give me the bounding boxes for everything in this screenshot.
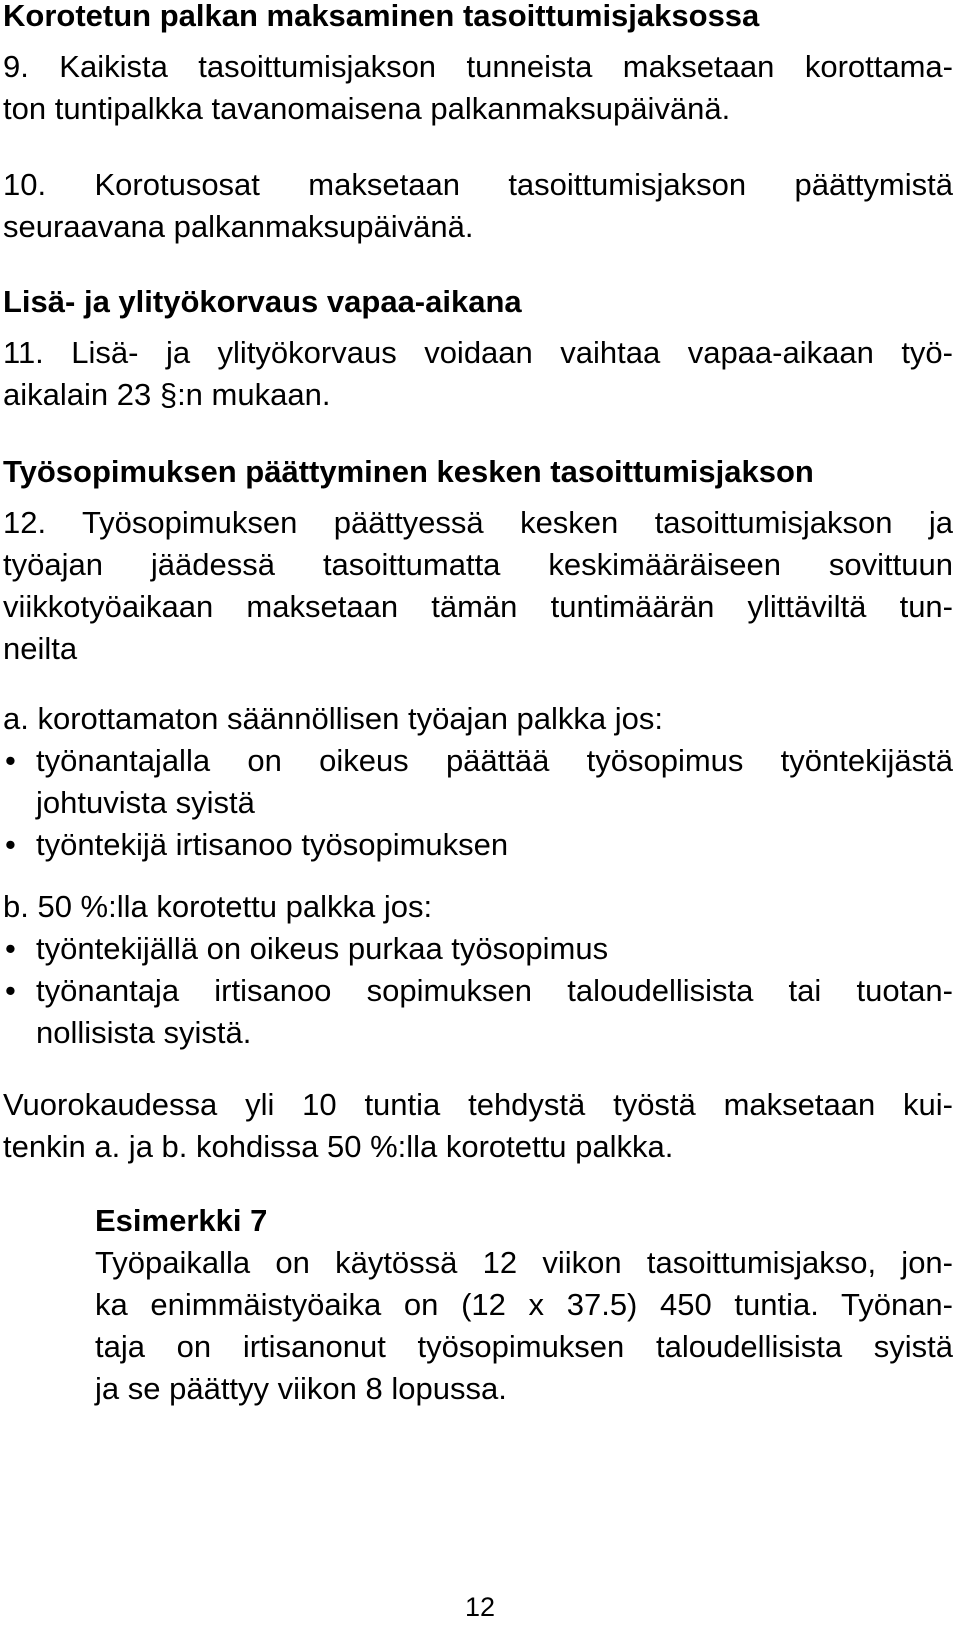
example-line: ja se päättyy viikon 8 lopussa.: [95, 1371, 507, 1406]
example-line: Työpaikalla on käytössä 12 viikon tasoittumisjakso, jon-: [95, 1245, 953, 1280]
bullet-icon: •: [5, 973, 16, 1008]
list-item-line: työntekijällä on oikeus purkaa työsopimus: [36, 931, 609, 966]
bullet-icon: •: [5, 827, 16, 862]
list-b-intro-text: b. 50 %:lla korotettu palkka jos:: [3, 889, 433, 924]
example-body: [95, 1242, 953, 1410]
list-a-intro: [3, 698, 953, 740]
page-number: 12: [464, 1592, 496, 1622]
paragraph-12-line: työajan jäädessä tasoittumatta keskimääräiseen sovittuun: [3, 547, 953, 582]
list-b-item-1: [3, 928, 953, 970]
paragraph-9-line: ton tuntipalkka tavanomaisena palkanmaksupäivänä.: [3, 91, 731, 126]
list-a-item-1: [3, 740, 953, 824]
bullet-icon: •: [5, 931, 16, 966]
list-a-intro-text: a. korottamaton säännöllisen työajan palkka jos:: [3, 701, 664, 736]
heading-lisa-ja-ylityokorvaus: Lisä- ja ylityökorvaus vapaa-aikana: [3, 284, 522, 319]
paragraph-11-line: aikalain 23 §:n mukaan.: [3, 377, 331, 412]
closing-paragraph-line: tenkin a. ja b. kohdissa 50 %:lla korotettu palkka.: [3, 1129, 674, 1164]
paragraph-9-line: 9. Kaikista tasoittumisjakson tunneista maksetaan korottama-: [3, 49, 953, 84]
example-line: taja on irtisanonut työsopimuksen taloudellisista syistä: [95, 1329, 953, 1364]
list-item-line: nollisista syistä.: [36, 1015, 252, 1050]
list-b-intro: [3, 886, 953, 928]
closing-paragraph: [3, 1084, 953, 1168]
list-item-line: johtuvista syistä: [36, 785, 255, 820]
paragraph-10-line: 10. Korotusosat maksetaan tasoittumisjakson päättymistä: [3, 167, 953, 202]
paragraph-12: [3, 502, 953, 670]
list-a-item-2: [3, 824, 953, 866]
paragraph-10: [3, 164, 953, 248]
paragraph-11: [3, 332, 953, 416]
example-title: Esimerkki 7: [95, 1203, 268, 1238]
list-b-item-2: [3, 970, 953, 1054]
closing-paragraph-line: Vuorokaudessa yli 10 tuntia tehdystä työstä maksetaan kui-: [3, 1087, 953, 1122]
paragraph-9: [3, 46, 953, 130]
list-item-line: työntekijä irtisanoo työsopimuksen: [36, 827, 509, 862]
example-block: [95, 1200, 953, 1410]
paragraph-10-line: seuraavana palkanmaksupäivänä.: [3, 209, 474, 244]
heading-korotetun-palkan: Korotetun palkan maksaminen tasoittumisjaksossa: [3, 0, 760, 33]
paragraph-11-line: 11. Lisä- ja ylityökorvaus voidaan vaihtaa vapaa-aikaan työ-: [3, 335, 953, 370]
paragraph-12-line: neilta: [3, 631, 78, 666]
example-line: ka enimmäistyöaika on (12 x 37.5) 450 tuntia. Työnan-: [95, 1287, 953, 1322]
heading-tyosopimuksen-paattyminen: Työsopimuksen päättyminen kesken tasoittumisjakson: [3, 454, 814, 489]
list-item-line: työnantajalla on oikeus päättää työsopimus työntekijästä: [36, 743, 953, 778]
paragraph-12-line: 12. Työsopimuksen päättyessä kesken tasoittumisjakson ja: [3, 505, 953, 540]
bullet-icon: •: [5, 743, 16, 778]
paragraph-12-line: viikkotyöaikaan maksetaan tämän tuntimäärän ylittäviltä tun-: [3, 589, 953, 624]
list-item-line: työnantaja irtisanoo sopimuksen taloudellisista tai tuotan-: [36, 973, 953, 1008]
